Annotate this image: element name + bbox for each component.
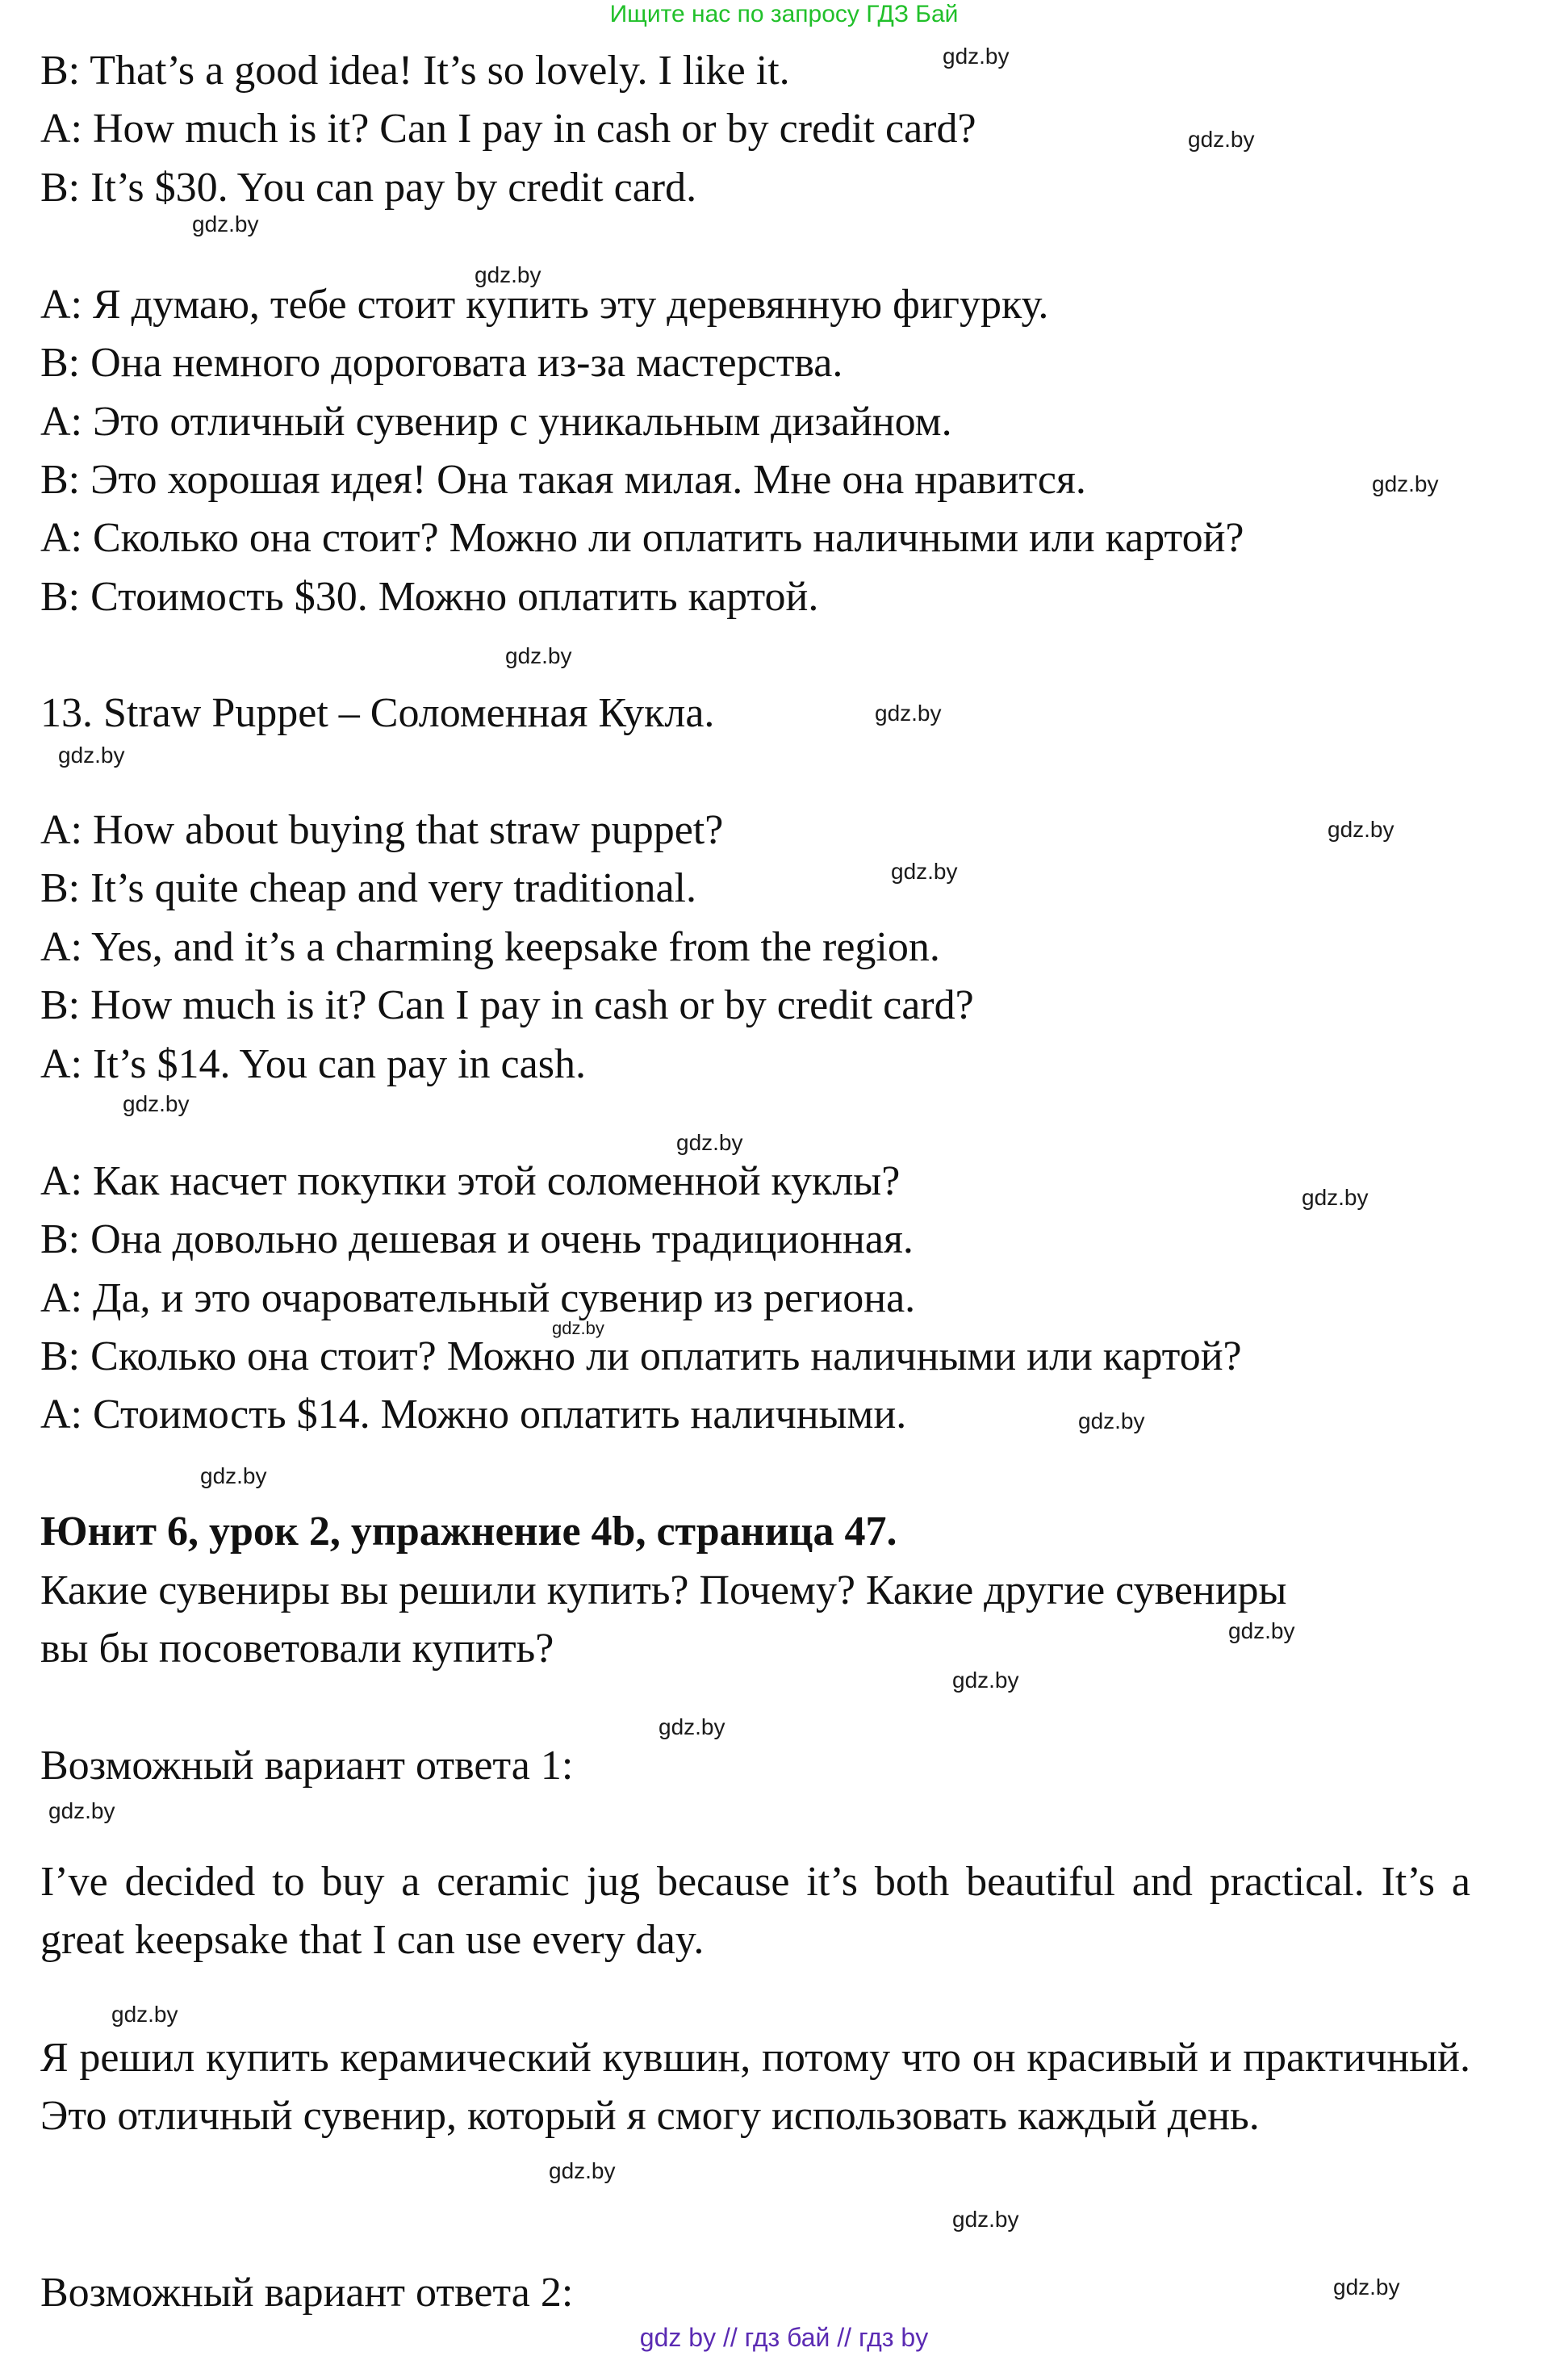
answer-label: Возможный вариант ответа 2: — [40, 2270, 574, 2316]
watermark: gdz.by — [875, 701, 942, 726]
watermark: gdz.by — [1333, 2274, 1400, 2300]
answer-english: I’ve decided to buy a ceramic jug because it’s both beautiful and practical. It’s a great keepsake that I can use every day. — [40, 1859, 1470, 1963]
watermark: gdz.by — [952, 1668, 1019, 1693]
dialogue-line: B: How much is it? Can I pay in cash or by credit card? — [40, 982, 974, 1028]
dialogue-line: A: It’s $14. You can pay in cash. — [40, 1041, 586, 1087]
watermark: gdz.by — [1228, 1618, 1295, 1643]
top-banner: Ищите нас по запросу ГДЗ Бай — [609, 1, 959, 27]
dialogue-line: B: That’s a good idea! It’s so lovely. I like it. — [40, 48, 790, 94]
dialogue-line: A: Я думаю, тебе стоит купить эту деревянную фигурку. — [40, 282, 1049, 328]
answer-label: Возможный вариант ответа 1: — [40, 1743, 574, 1789]
dialogue-line: B: Она немного дороговата из-за мастерства. — [40, 340, 843, 386]
dialogue-line: B: Это хорошая идея! Она такая милая. Мне она нравится. — [40, 457, 1086, 503]
watermark: gdz.by — [48, 1798, 115, 1823]
watermark: gdz.by — [111, 2002, 178, 2027]
footer-links: gdz by // гдз бай // гдз by — [639, 2323, 929, 2352]
watermark: gdz.by — [943, 44, 1010, 69]
watermark: gdz.by — [552, 1318, 604, 1338]
watermark: gdz.by — [200, 1463, 267, 1488]
dialogue-line: B: It’s quite cheap and very traditional. — [40, 865, 696, 911]
dialogue-line: A: Да, и это очаровательный сувенир из региона. — [40, 1275, 916, 1321]
watermark: gdz.by — [549, 2158, 616, 2183]
dialogue-line: B: Сколько она стоит? Можно ли оплатить наличными или картой? — [40, 1333, 1242, 1379]
dialogue-line: A: Как насчет покупки этой соломенной куклы? — [40, 1158, 901, 1204]
watermark: gdz.by — [659, 1714, 725, 1739]
dialogue-line: A: Сколько она стоит? Можно ли оплатить наличными или картой? — [40, 515, 1244, 561]
dialogue-line: A: Стоимость $14. Можно оплатить наличными. — [40, 1391, 907, 1437]
dialogue-line: B: Она довольно дешевая и очень традиционная. — [40, 1216, 914, 1262]
exercise-question: вы бы посоветовали купить? — [40, 1626, 554, 1672]
watermark: gdz.by — [123, 1091, 190, 1116]
watermark: gdz.by — [475, 262, 541, 287]
watermark: gdz.by — [1078, 1408, 1145, 1433]
dialogue-line: A: Это отличный сувенир с уникальным дизайном. — [40, 399, 952, 445]
exercise-question: Какие сувениры вы решили купить? Почему? Какие другие сувениры — [40, 1567, 1287, 1613]
watermark: gdz.by — [952, 2207, 1019, 2232]
dialogue-line: B: It’s $30. You can pay by credit card. — [40, 165, 697, 211]
exercise-heading: Юнит 6, урок 2, упражнение 4b, страница 47. — [40, 1509, 897, 1555]
dialogue-line: B: Стоимость $30. Можно оплатить картой. — [40, 574, 819, 620]
watermark: gdz.by — [505, 643, 572, 668]
watermark: gdz.by — [1328, 817, 1394, 842]
watermark: gdz.by — [676, 1130, 743, 1155]
watermark: gdz.by — [1188, 127, 1255, 152]
dialogue-line: A: How much is it? Can I pay in cash or by credit card? — [40, 106, 976, 152]
dialogue-line: A: How about buying that straw puppet? — [40, 807, 724, 853]
watermark: gdz.by — [192, 211, 259, 236]
watermark: gdz.by — [58, 743, 125, 768]
dialogue-line: A: Yes, and it’s a charming keepsake from the region. — [40, 924, 940, 970]
watermark: gdz.by — [1372, 471, 1439, 496]
watermark: gdz.by — [1302, 1185, 1369, 1210]
answer-russian: Я решил купить керамический кувшин, потому что он красивый и практичный. Это отличный сувенир, который я смогу использовать каждый день. — [40, 2035, 1470, 2139]
watermark: gdz.by — [891, 859, 958, 884]
section-title: 13. Straw Puppet – Соломенная Кукла. — [40, 690, 715, 736]
